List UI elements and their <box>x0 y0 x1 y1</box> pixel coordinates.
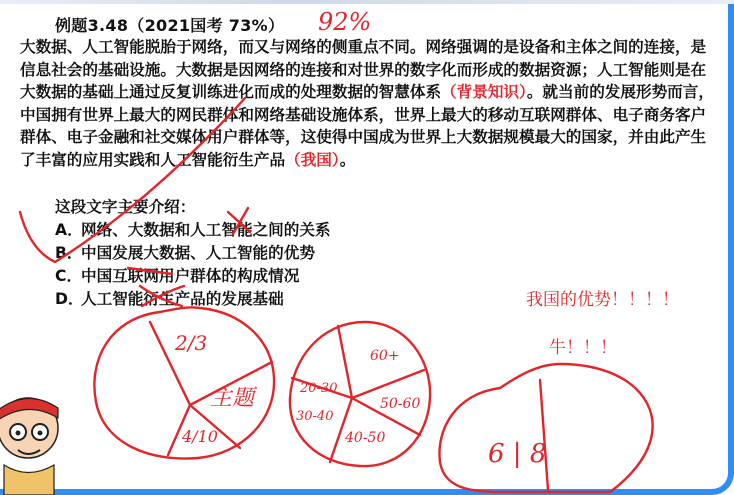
option-b[interactable] <box>55 241 315 263</box>
pie-2-label: 60+ <box>370 348 400 364</box>
paragraph-text-1: 大数据、人工智能脱胎于网络，而又与网络的侧重点不同。网络强调的是设备和主体之间的连接，是信息社会的基础设施。大数据是因网络的连接和对世界的数字化而形成的数据资源；人工智能则是在大数据的基础上通过反复训练进化而成的处理数据的智慧体系 <box>20 38 707 101</box>
question-header: 例题3.48（2021国考 73%） <box>55 16 285 35</box>
option-b-letter: B． <box>55 244 83 262</box>
paragraph-text-2: 。就当前的发展形势而言，中国拥有世界上最大的网民群体和网络基础设施体系，世界上最大的移动互联网群体、电子商务客户群体、电子金融和社交媒体用户群体等，这使得中国成为世界上大数据规模最大的国家，并由此产生了丰富的应用实践和人工智能衍生产品 <box>20 83 714 169</box>
option-d-letter: D． <box>55 290 84 308</box>
pie-1-label: 2/3 <box>175 331 208 355</box>
pie-1-label: 4/10 <box>182 427 218 446</box>
option-a-letter: A． <box>55 221 83 239</box>
note-cow: 牛！！！ <box>549 338 617 357</box>
note-advantage: 我国的优势！！！！ <box>526 290 679 309</box>
pie-2-label: 40-50 <box>345 430 386 446</box>
circle-3-label: 6 | 8 <box>488 439 547 469</box>
option-a[interactable] <box>55 218 331 240</box>
pie-2-label: 20-30 <box>300 381 338 396</box>
option-c[interactable] <box>55 264 299 286</box>
paragraph-tag-background: （背景知识） <box>441 83 527 101</box>
option-c-text: 中国互联网用户群体的构成情况 <box>81 267 300 285</box>
mascot-avatar <box>0 380 62 495</box>
question-stem: 这段文字主要介绍： <box>55 198 196 216</box>
pie-2-label: 30-40 <box>296 409 334 424</box>
option-d[interactable] <box>55 287 284 309</box>
paragraph-tag-country: （我国） <box>285 150 340 169</box>
option-d-text: 人工智能衍生产品的发展基础 <box>81 290 284 308</box>
option-b-text: 中国发展大数据、人工智能的优势 <box>81 244 315 262</box>
top-toolbar-strip <box>0 0 734 4</box>
option-c-letter: C． <box>55 267 83 285</box>
paragraph-text-3: 。 <box>339 150 356 169</box>
handwritten-rate: 92% <box>318 8 372 36</box>
pie-2-label: 50-60 <box>380 396 421 412</box>
question-paragraph <box>20 36 720 171</box>
option-a-text: 网络、大数据和人工智能之间的关系 <box>81 221 331 239</box>
pie-1-label: 主题 <box>210 386 255 411</box>
